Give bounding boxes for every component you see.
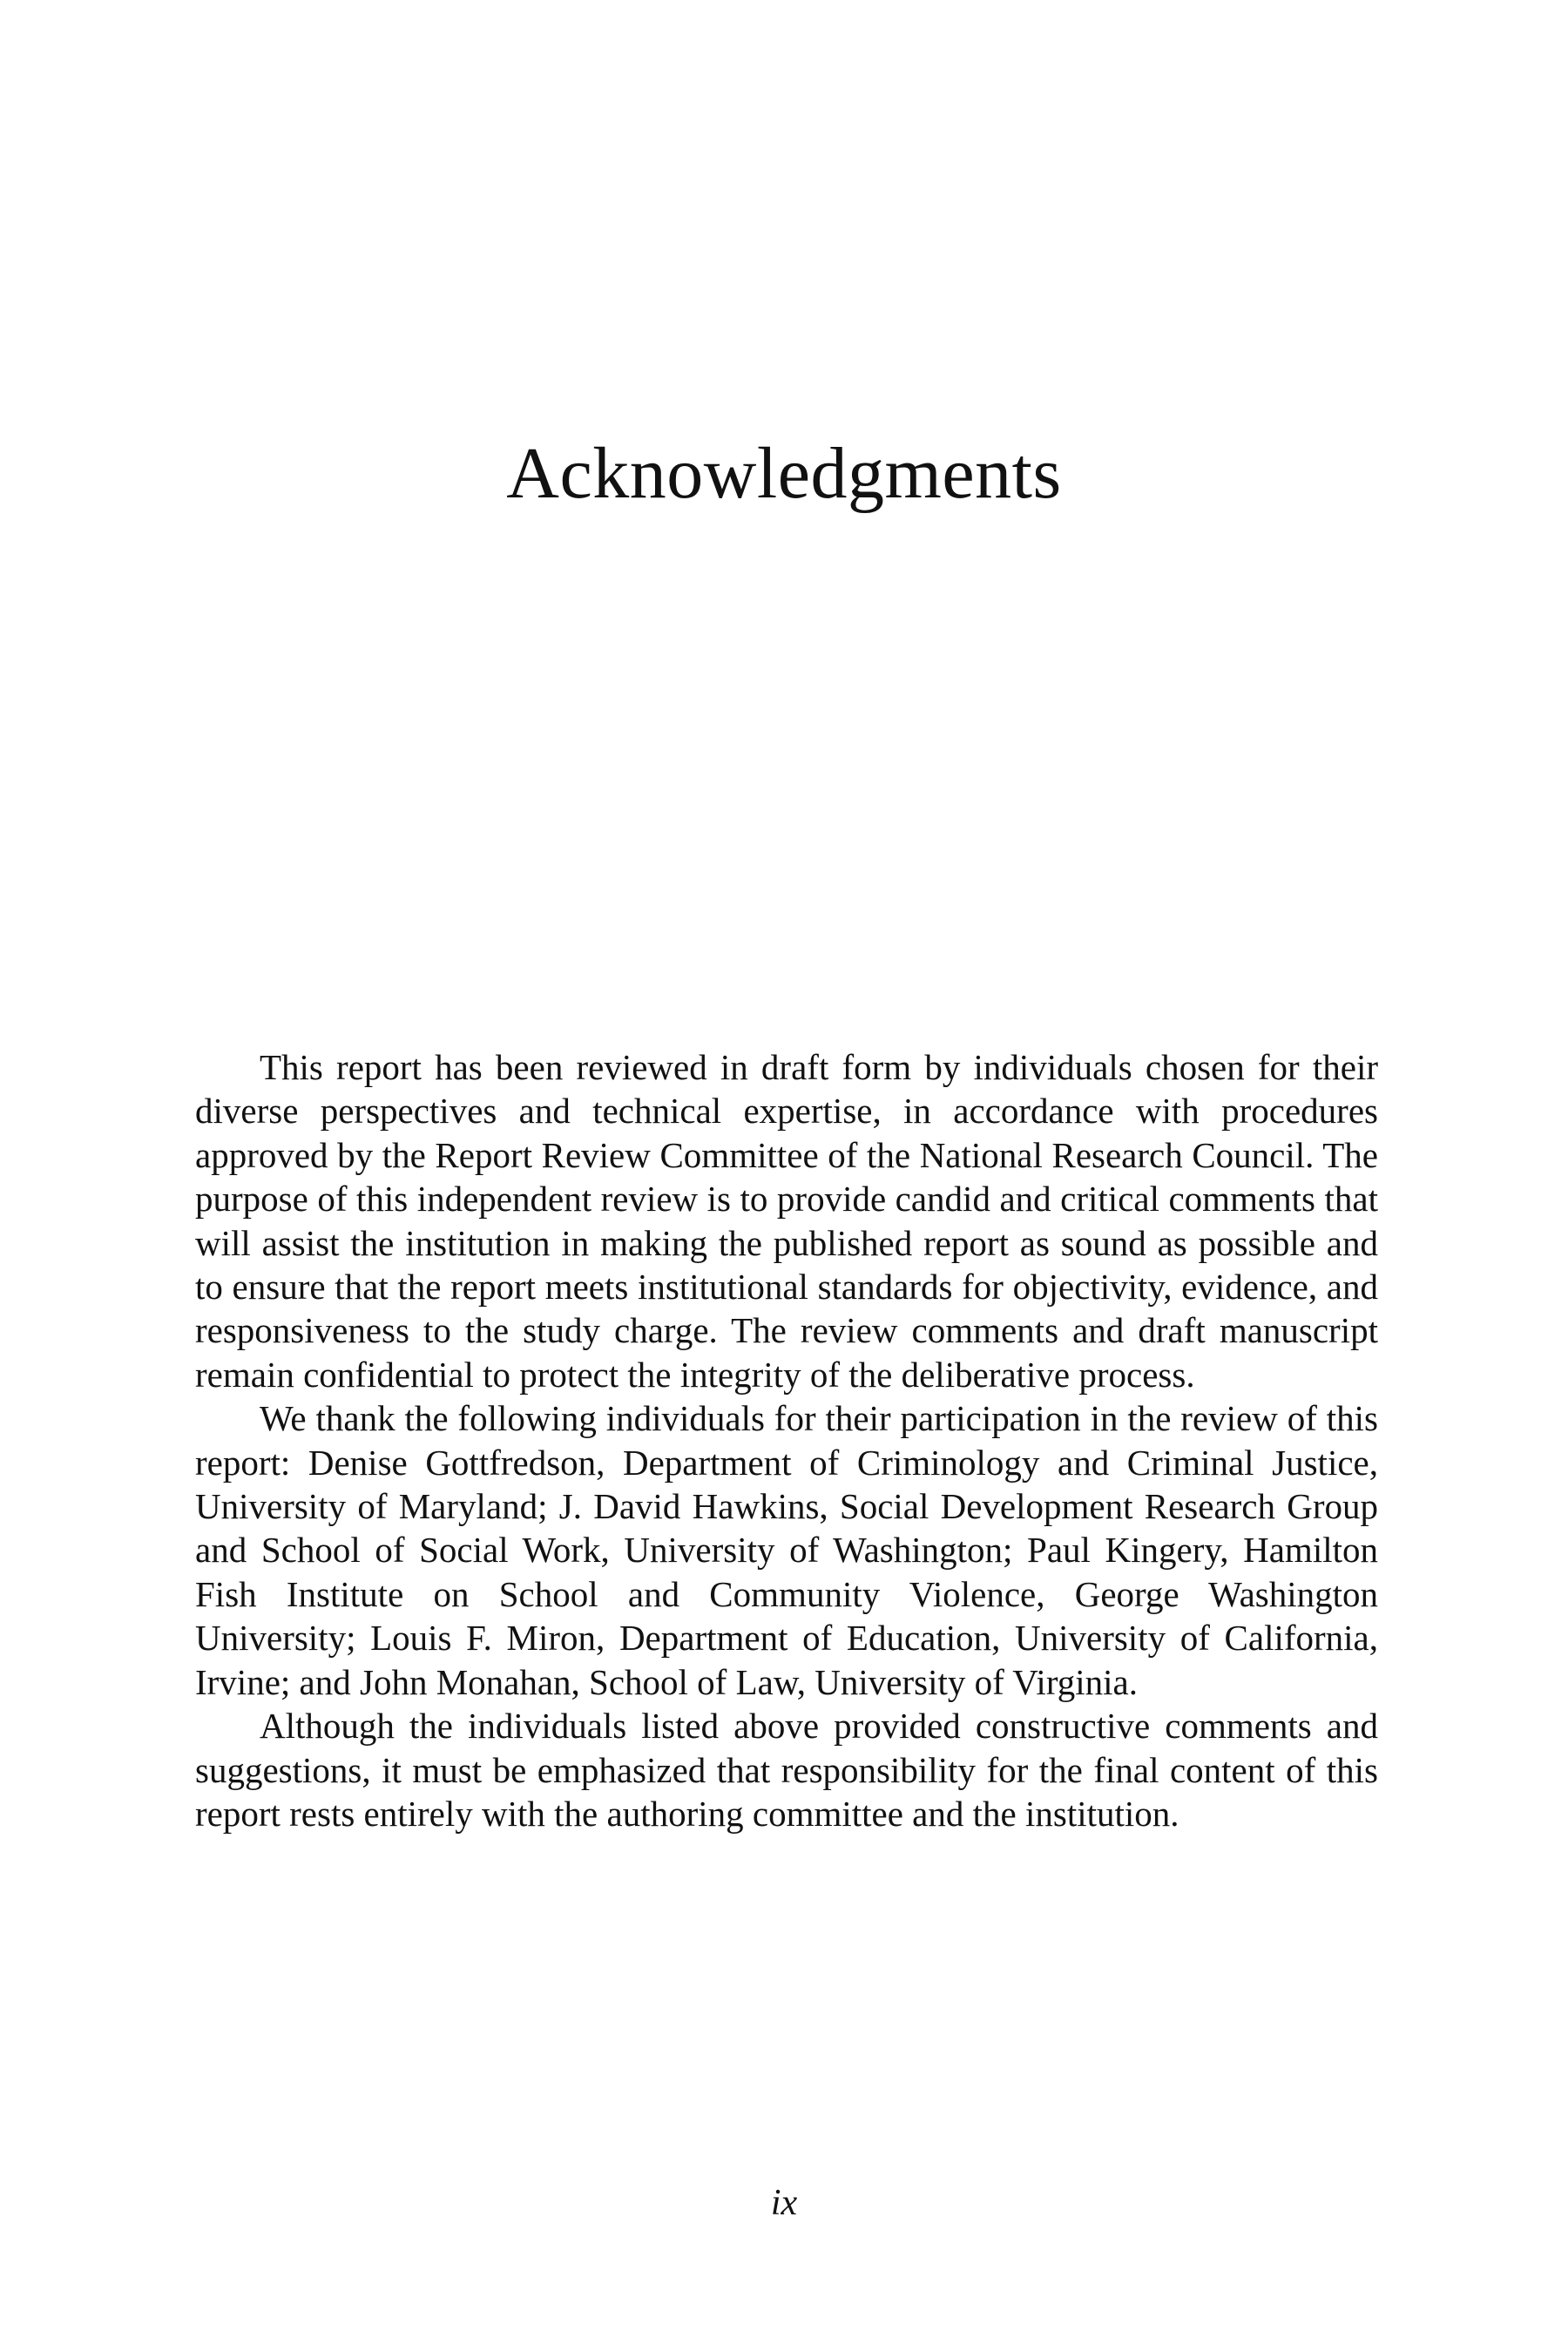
paragraph-responsibility: Although the individuals listed above provided constructive comments and suggestions, it must be emphasized that responsibility for the final content of this report rests entirely with the authoring committee and the institution.	[195, 1706, 1378, 1834]
paragraph-reviewers: We thank the following individuals for their participation in the review of this report: Denise Gottfredson, Department of Criminology and Criminal Justice, University of Maryland; J. David Hawkins, Social Development Research Group and School of Social Work, University of Washington; Paul Kingery, Hamilton Fish Institute on School and Community Violence, George Washington University; Louis F. Miron, Department of Education, University of California, Irvine; and John Monahan, School of Law, University of Virginia.	[195, 1398, 1378, 1702]
page-number: ix	[770, 2183, 798, 2223]
acknowledgments-body	[195, 1045, 1378, 1835]
page-title: Acknowledgments	[506, 433, 1062, 514]
paragraph-review-process: This report has been reviewed in draft form by individuals chosen for their diverse perspectives and technical expertise, in accordance with procedures approved by the Report Review Committee of the National Research Council. The purpose of this independent review is to provide candid and critical comments that will assist the institution in making the published report as sound as possible and to ensure that the report meets institutional standards for objectivity, evidence, and responsiveness to the study charge. The review comments and draft manuscript remain confidential to protect the integrity of the deliberative process.	[195, 1047, 1378, 1395]
